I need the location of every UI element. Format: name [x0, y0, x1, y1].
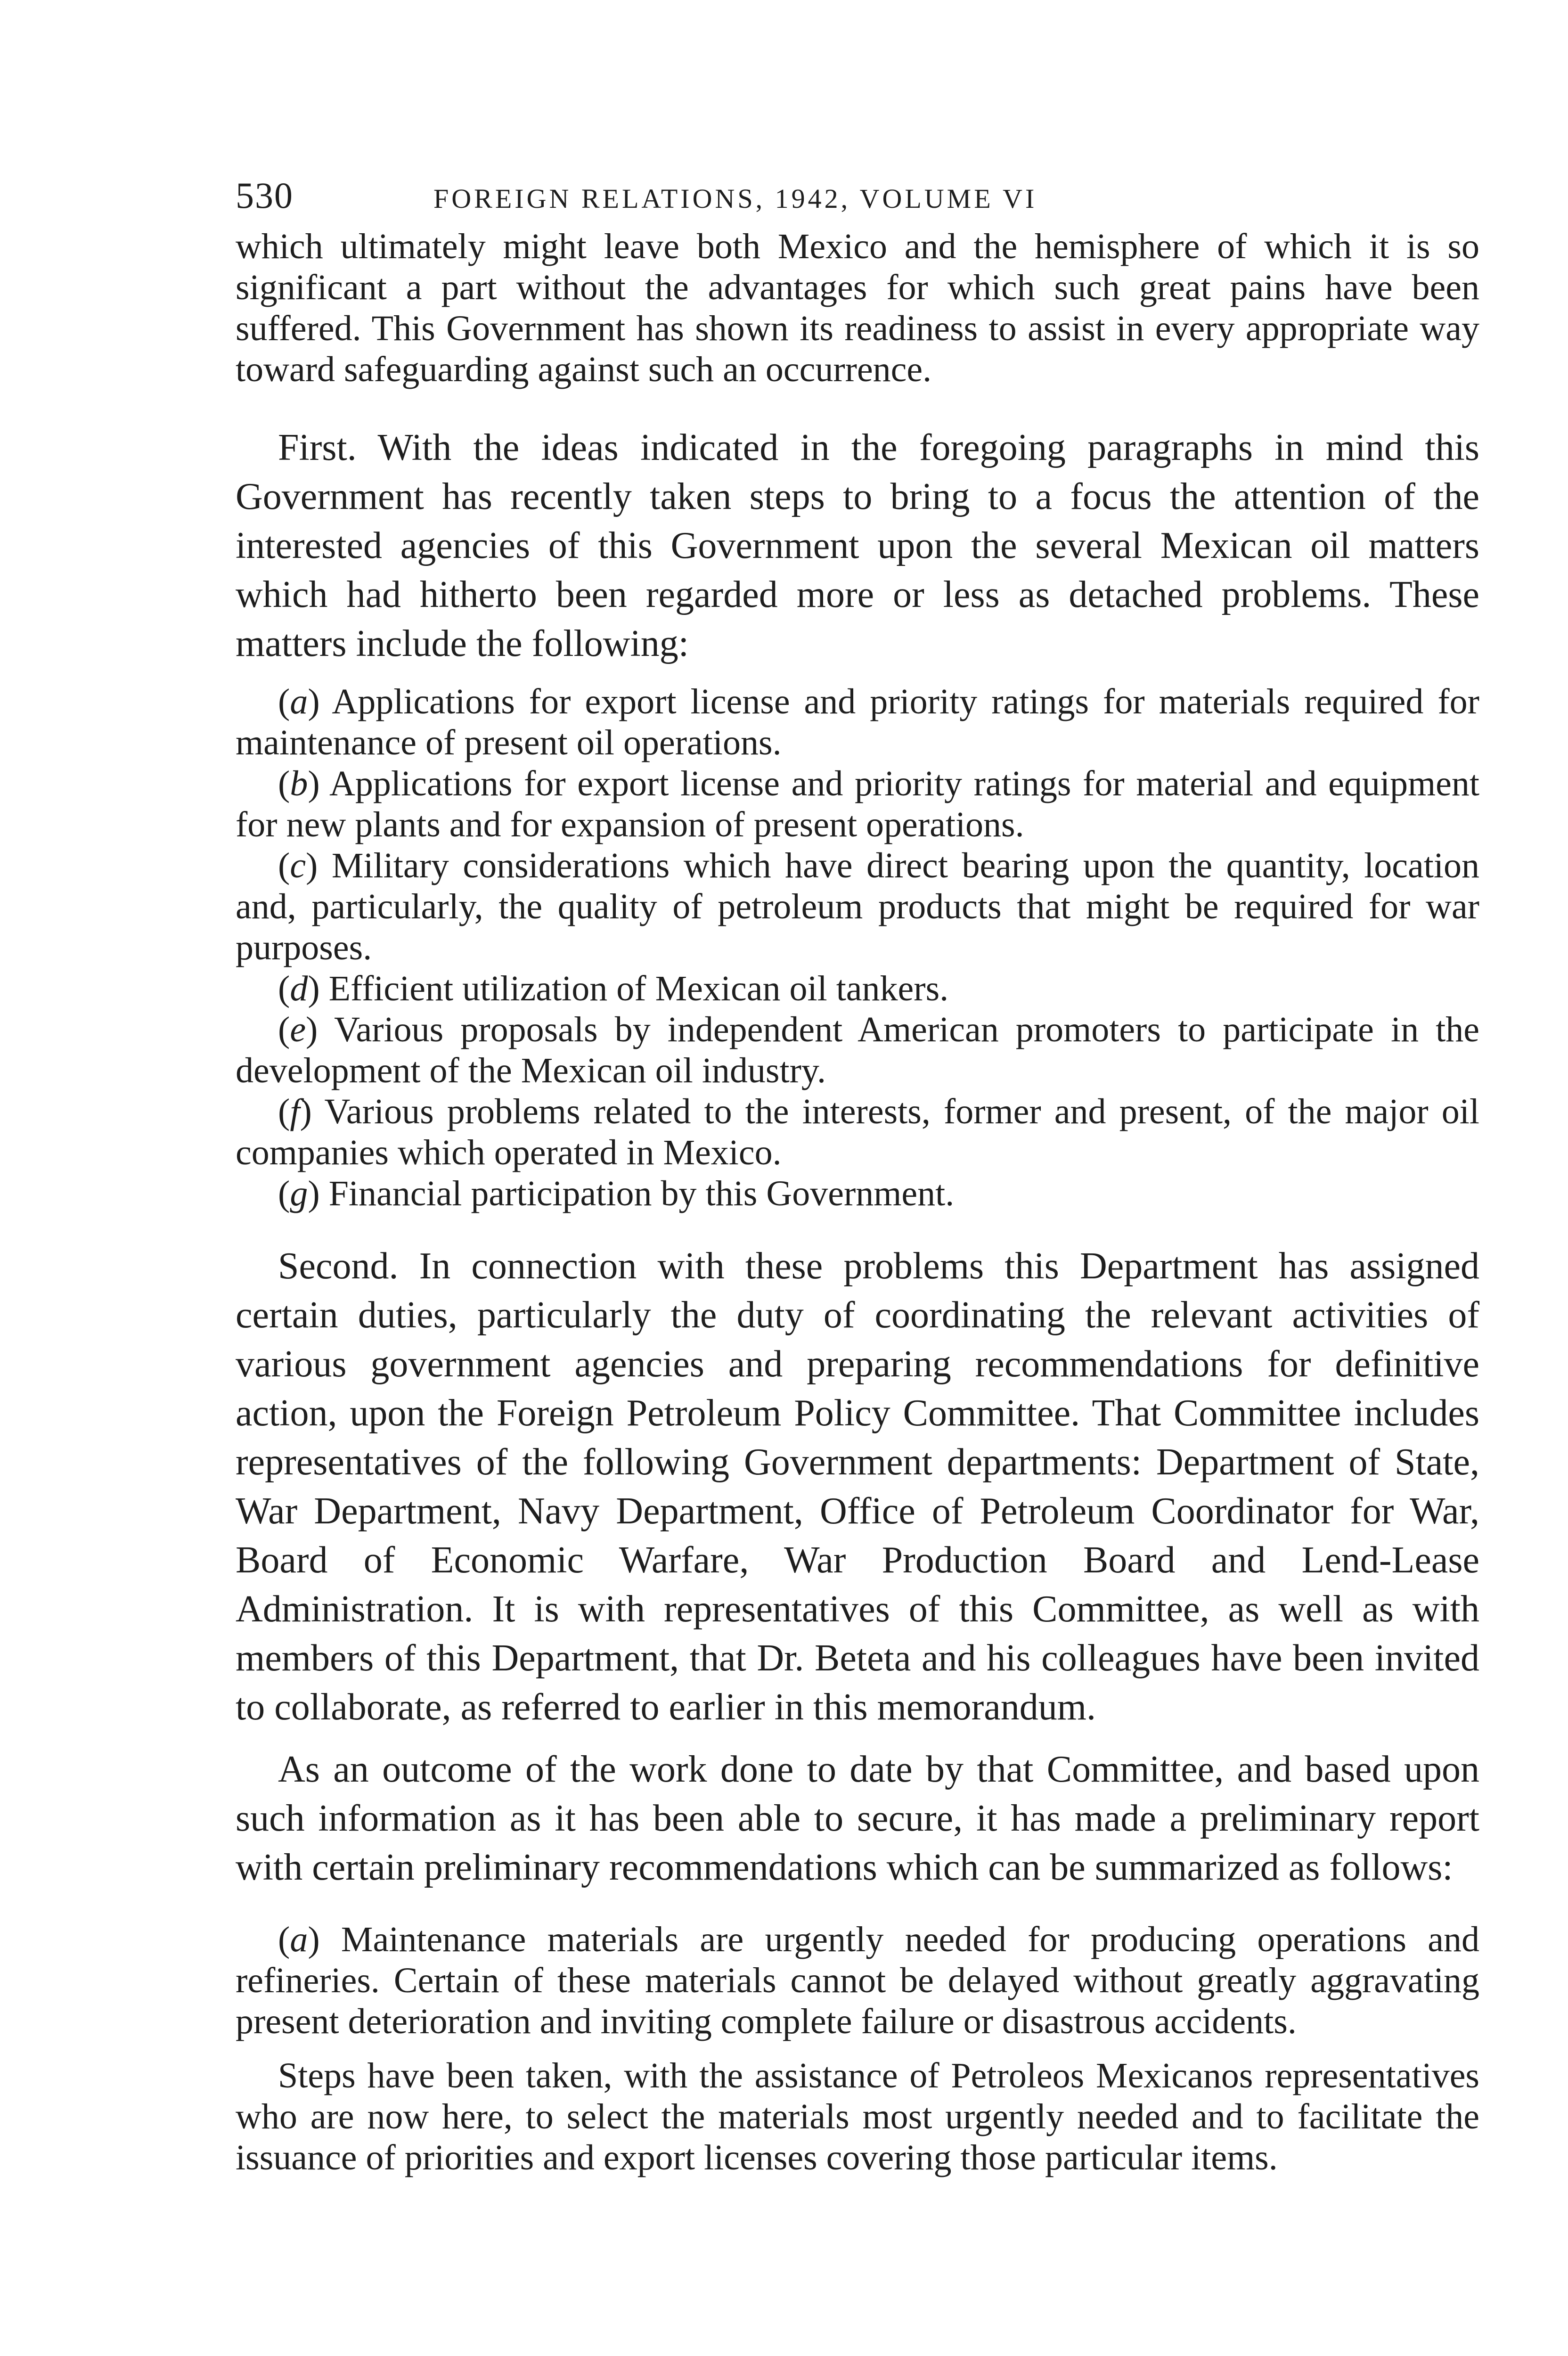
list-item: (e) Various proposals by independent American promoters to participate in the development of the Mexican oil industry. — [236, 1010, 1480, 1090]
item-text: Applications for export license and priority ratings for material and equipment for new plants and for expansion of present operations. — [236, 764, 1479, 844]
page-number: 530 — [236, 175, 294, 216]
item-letter: a — [290, 1920, 308, 1959]
steps-paragraph: Steps have been taken, with the assistance of Petroleos Mexicanos representatives who are now here, to select the materials most urgently needed and to facilitate the issuance of priorities and export licenses covering those particular items. — [236, 2056, 1479, 2177]
item-text: Financial participation by this Government. — [328, 1174, 955, 1213]
second-paragraph — [236, 1242, 1479, 1732]
matters-list — [236, 681, 1479, 1214]
list-item: (g) Financial participation by this Government. — [278, 1174, 955, 1213]
list-item: (f) Various problems related to the interests, former and present, of the major oil companies which operated in Mexico. — [236, 1092, 1480, 1172]
first-lead: First. — [278, 427, 357, 468]
item-letter: e — [290, 1010, 306, 1049]
item-letter: g — [290, 1174, 308, 1213]
item-letter: d — [290, 969, 308, 1008]
item-letter: b — [290, 764, 308, 803]
item-text: Applications for export license and priority ratings for materials required for maintenance of present oil operations. — [236, 682, 1479, 762]
second-text: In connection with these problems this Department has assigned certain duties, particularly the duty of coordinating the relevant activities of various government agencies and preparing recommendations for definitive action, upon the Foreign Petroleum Policy Committee. That Committee includes representatives of the following Government departments: Department of State, War Department, Navy Department, Office of Petroleum Coordinator for War, Board of Economic Warfare, War Production Board and Lend-Lease Administration. It is with representatives of this Committee, as well as with members of this Department, that Dr. Beteta and his colleagues have been invited to collaborate, as referred to earlier in this memorandum. — [236, 1245, 1480, 1728]
recommendation-a: (a) Maintenance materials are urgently needed for producing operations and refineries. Certain of these materials cannot be delayed without greatly aggravating present deterioration and inviting complete failure or disastrous accidents. — [236, 1920, 1479, 2041]
item-letter: f — [290, 1092, 300, 1131]
list-item: (b) Applications for export license and priority ratings for material and equipment for new plants and for expansion of present operations. — [236, 764, 1479, 844]
item-letter: c — [290, 846, 306, 885]
outcome-paragraph: As an outcome of the work done to date by that Committee, and based upon such information as it has been able to secure, it has made a preliminary report with certain preliminary recommendations which can be summarized as follows: — [236, 1749, 1479, 1888]
first-paragraph — [236, 423, 1479, 668]
list-item: (d) Efficient utilization of Mexican oil tankers. — [278, 969, 949, 1008]
running-head: FOREIGN RELATIONS, 1942, VOLUME VI — [433, 183, 1037, 214]
item-text: Various proposals by independent American promoters to participate in the development of the Mexican oil industry. — [236, 1010, 1480, 1090]
item-text: Military considerations which have direct bearing upon the quantity, location and, particularly, the quality of petroleum products that might be required for war purposes. — [236, 846, 1479, 967]
item-letter: a — [290, 682, 308, 721]
opening-paragraph: which ultimately might leave both Mexico and the hemisphere of which it is so significant a part without the advantages for which such great pains have been suffered. This Government has shown its readiness to assist in every appropriate way toward safeguarding against such an occurrence. — [236, 227, 1479, 389]
list-item: (a) Applications for export license and priority ratings for materials required for maintenance of present oil operations. — [236, 682, 1479, 762]
item-text: Various problems related to the interests, former and present, of the major oil companies which operated in Mexico. — [236, 1092, 1480, 1172]
page-header — [236, 174, 1479, 226]
first-text: With the ideas indicated in the foregoing paragraphs in mind this Government has recently taken steps to bring to a focus the attention of the interested agencies of this Government upon the several Mexican oil matters which had hitherto been regarded more or less as detached problems. These matters include the following: — [236, 427, 1479, 664]
item-text: Maintenance materials are urgently needed for producing operations and refineries. Certain of these materials cannot be delayed without greatly aggravating present deterioration and inviting complete failure or disastrous accidents. — [236, 1920, 1479, 2041]
item-text: Efficient utilization of Mexican oil tankers. — [328, 969, 949, 1008]
second-lead: Second. — [278, 1245, 399, 1287]
document-page — [236, 174, 1479, 2178]
list-item: (c) Military considerations which have direct bearing upon the quantity, location and, particularly, the quality of petroleum products that might be required for war purposes. — [236, 846, 1479, 967]
